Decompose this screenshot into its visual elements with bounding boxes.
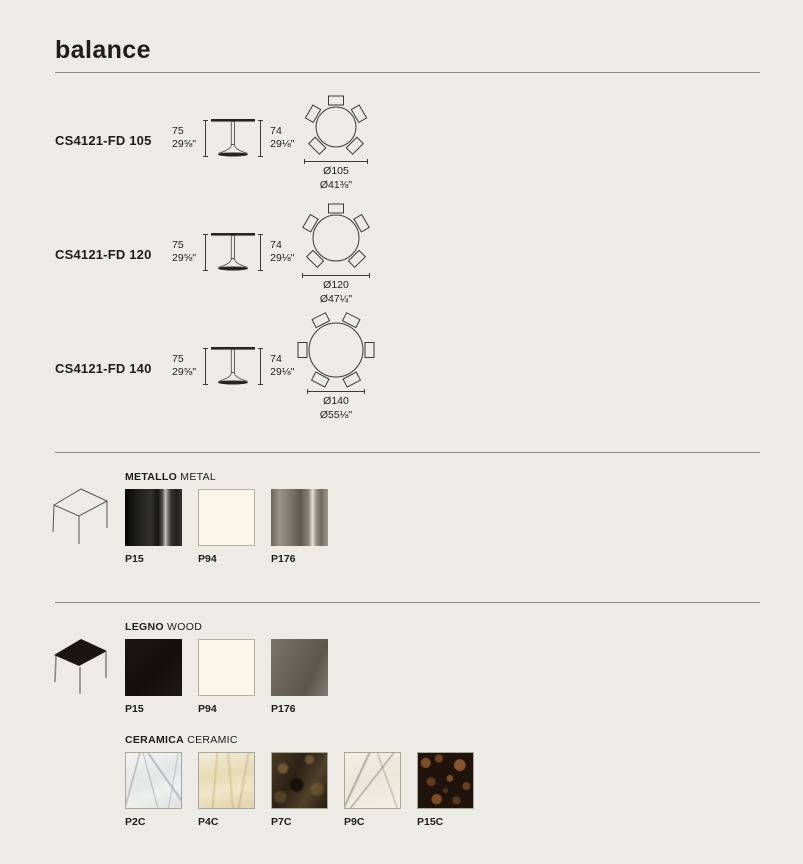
section-divider (55, 452, 760, 453)
round-table-top-icon-5-seats (281, 201, 391, 273)
swatch-code: P176 (271, 703, 296, 715)
ceramic-label-english: CERAMIC (183, 734, 238, 746)
ceramic-section-label (125, 734, 238, 746)
wood-swatch-p176 (271, 639, 328, 696)
ceramic-swatch-p7c (271, 752, 328, 809)
product-row (0, 95, 803, 209)
wood-swatch-row (125, 639, 328, 715)
metal-swatch-p94 (198, 489, 255, 546)
top-height-dimension-label: 74 29⅛" (270, 353, 295, 378)
ceramic-swatch-p2c (125, 752, 182, 809)
swatch-item (271, 639, 328, 715)
top-view-drawing (281, 93, 391, 192)
top-height-dimension-label: 74 29⅛" (270, 125, 295, 150)
swatch-item (344, 752, 401, 828)
swatch-code: P15 (125, 703, 144, 715)
round-table-top-icon-5-seats (281, 93, 391, 159)
product-row (0, 323, 803, 437)
product-row (0, 209, 803, 323)
swatch-code: P7C (271, 816, 292, 828)
swatch-item (125, 752, 182, 828)
ceramic-label-italian: CERAMICA (125, 734, 184, 746)
swatch-item (198, 489, 255, 565)
ceramic-swatch-p4c (198, 752, 255, 809)
swatch-item (198, 752, 255, 828)
swatch-item (125, 489, 182, 565)
wood-swatch-p15 (125, 639, 182, 696)
swatch-item (198, 639, 255, 715)
swatch-code: P176 (271, 553, 296, 565)
metal-swatch-row (125, 489, 328, 565)
wood-swatch-p94 (198, 639, 255, 696)
dimension-line (205, 234, 206, 271)
pedestal-table-side-icon (210, 347, 256, 385)
pedestal-table-side-icon (210, 233, 256, 271)
ceramic-swatch-row (125, 752, 474, 828)
metal-swatch-p15 (125, 489, 182, 546)
metal-label-english: METAL (177, 471, 217, 483)
side-view-drawing (172, 119, 294, 157)
swatch-code: P94 (198, 553, 217, 565)
metal-section-label (125, 471, 216, 483)
swatch-item (417, 752, 474, 828)
swatch-code: P15 (125, 553, 144, 565)
height-dimension-label: 75 29⅝" (172, 125, 197, 150)
swatch-code: P15C (417, 816, 444, 828)
top-view-drawing (281, 309, 391, 422)
side-view-drawing (172, 233, 294, 271)
height-dimension-label: 75 29⅝" (172, 353, 197, 378)
section-divider (55, 602, 760, 603)
dimension-line (205, 120, 206, 157)
swatch-code: P4C (198, 816, 219, 828)
ceramic-swatch-p9c (344, 752, 401, 809)
table-wireframe-icon (52, 486, 110, 546)
diameter-labels: Ø120 Ø47¼" (319, 279, 353, 305)
pedestal-table-side-icon (210, 119, 256, 157)
diameter-labels: Ø140 Ø55⅛" (319, 395, 353, 421)
dimension-line (260, 234, 261, 271)
height-dimension-label: 75 29⅝" (172, 239, 197, 264)
wood-label-italian: LEGNO (125, 621, 164, 633)
page-title: balance (55, 36, 151, 64)
swatch-code: P9C (344, 816, 365, 828)
diameter-dimension-line (302, 275, 370, 276)
side-view-drawing (172, 347, 294, 385)
diameter-labels: Ø105 Ø41⅜" (319, 165, 353, 191)
dimension-line (260, 120, 261, 157)
diameter-dimension-line (304, 161, 368, 162)
swatch-item (125, 639, 182, 715)
product-code: CS4121-FD 140 (55, 361, 152, 376)
diameter-dimension-line (307, 391, 365, 392)
swatch-item (271, 489, 328, 565)
table-solid-icon (52, 636, 110, 696)
swatch-code: P94 (198, 703, 217, 715)
metal-label-italian: METALLO (125, 471, 178, 483)
header-divider (55, 72, 760, 73)
dimension-line (260, 348, 261, 385)
swatch-item (271, 752, 328, 828)
round-table-top-icon-6-seats (281, 309, 391, 389)
ceramic-swatch-p15c (417, 752, 474, 809)
product-code: CS4121-FD 105 (55, 133, 152, 148)
wood-section-label (125, 621, 202, 633)
top-view-drawing (281, 201, 391, 306)
wood-label-english: WOOD (163, 621, 203, 633)
swatch-code: P2C (125, 816, 146, 828)
dimension-line (205, 348, 206, 385)
top-height-dimension-label: 74 29⅛" (270, 239, 295, 264)
metal-swatch-p176 (271, 489, 328, 546)
product-code: CS4121-FD 120 (55, 247, 152, 262)
